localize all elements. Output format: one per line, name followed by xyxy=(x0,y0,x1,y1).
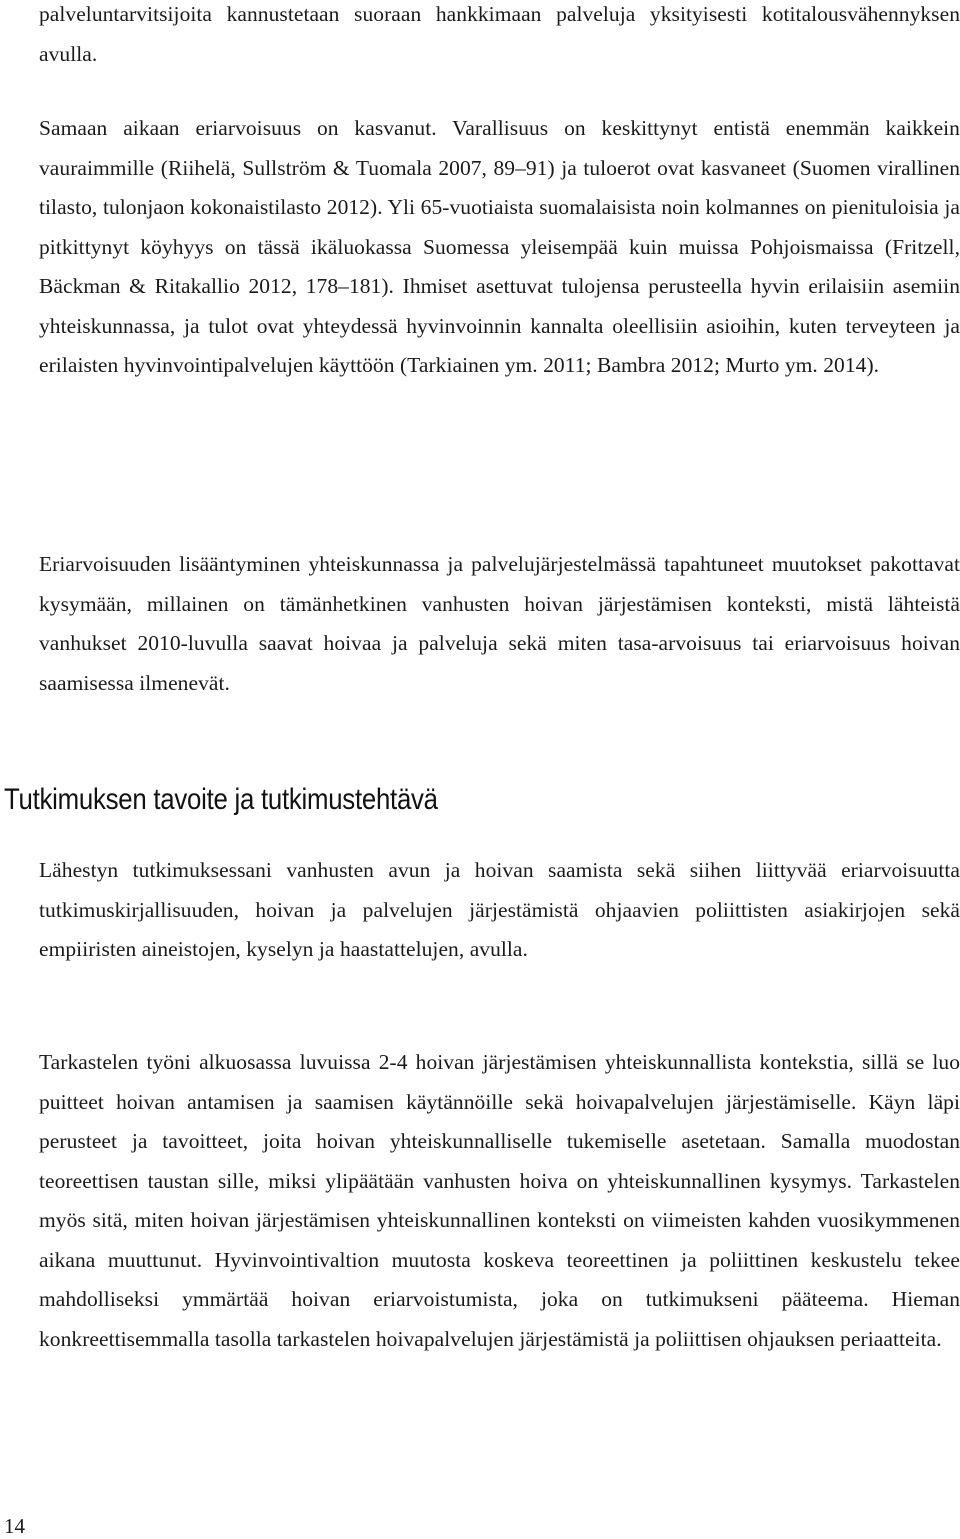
body-paragraph: Tarkastelen työni alkuosassa luvuissa 2-4 hoivan järjestämisen yhteiskunnallista kontekstia, sillä se luo puitteet hoivan antamisen ja saamisen käytännöille sekä hoivapalvelujen järjestämiselle. Käyn läpi perusteet ja tavoitteet, joita hoivan yhteiskunnalliselle tukemiselle asetetaan. Samalla muodostan teoreettisen taustan sille, miksi ylipäätään vanhusten hoiva on yhteiskunnallinen kysymys. Tarkastelen myös sitä, miten hoivan järjestämisen yhteiskunnallinen konteksti on viimeisten kahden vuosikymmenen aikana muuttunut. Hyvinvointivaltion muutosta koskeva teoreettinen ja poliittinen keskustelu tekee mahdolliseksi ymmärtää hoivan eriarvoistumista, joka on tutkimukseni pääteema. Hieman konkreettisemmalla tasolla tarkastelen hoivapalvelujen järjestämistä ja poliittisen ohjauksen periaatteita. xyxy=(39,1050,960,1351)
page-number: 14 xyxy=(4,1514,25,1538)
body-paragraph: Samaan aikaan eriarvoisuus on kasvanut. Varallisuus on keskittynyt entistä enemmän kaikkein vauraimmille (Riihelä, Sullström & Tuomala 2007, 89–91) ja tuloerot ovat kasvaneet (Suomen virallinen tilasto, tulonjaon kokonaistilasto 2012). Yli 65-vuotiaista suomalaisista noin kolmannes on pienituloisia ja pitkittynyt köyhyys on tässä ikäluokassa Suomessa yleisempää kuin muissa Pohjoismaissa (Fritzell, Bäckman & Ritakallio 2012, 178–181). Ihmiset asettuvat tulojensa perusteella hyvin erilaisiin asemiin yhteiskunnassa, ja tulot ovat yhteydessä hyvinvoinnin kannalta oleellisiin asioihin, kuten terveyteen ja erilaisten hyvinvointipalvelujen käyttöön (Tarkiainen ym. 2011; Bambra 2012; Murto ym. 2014). xyxy=(39,116,960,377)
section-heading: Tutkimuksen tavoite ja tutkimustehtävä xyxy=(4,783,438,816)
body-paragraph: Eriarvoisuuden lisääntyminen yhteiskunnassa ja palvelujärjestelmässä tapahtuneet muutokset pakottavat kysymään, millainen on tämänhetkinen vanhusten hoivan järjestämisen konteksti, mistä lähteistä vanhukset 2010-luvulla saavat hoivaa ja palveluja sekä miten tasa-arvoisuus tai eriarvoisuus hoivan saamisessa ilmenevät. xyxy=(39,552,960,695)
body-paragraph: palveluntarvitsijoita kannustetaan suoraan hankkimaan palveluja yksityisesti kotitalousvähennyksen avulla. xyxy=(39,2,960,66)
body-paragraph: Lähestyn tutkimuksessani vanhusten avun ja hoivan saamista sekä siihen liittyvää eriarvoisuutta tutkimuskirjallisuuden, hoivan ja palvelujen järjestämistä ohjaavien poliittisten asiakirjojen sekä empiiristen aineistojen, kyselyn ja haastattelujen, avulla. xyxy=(39,858,960,961)
